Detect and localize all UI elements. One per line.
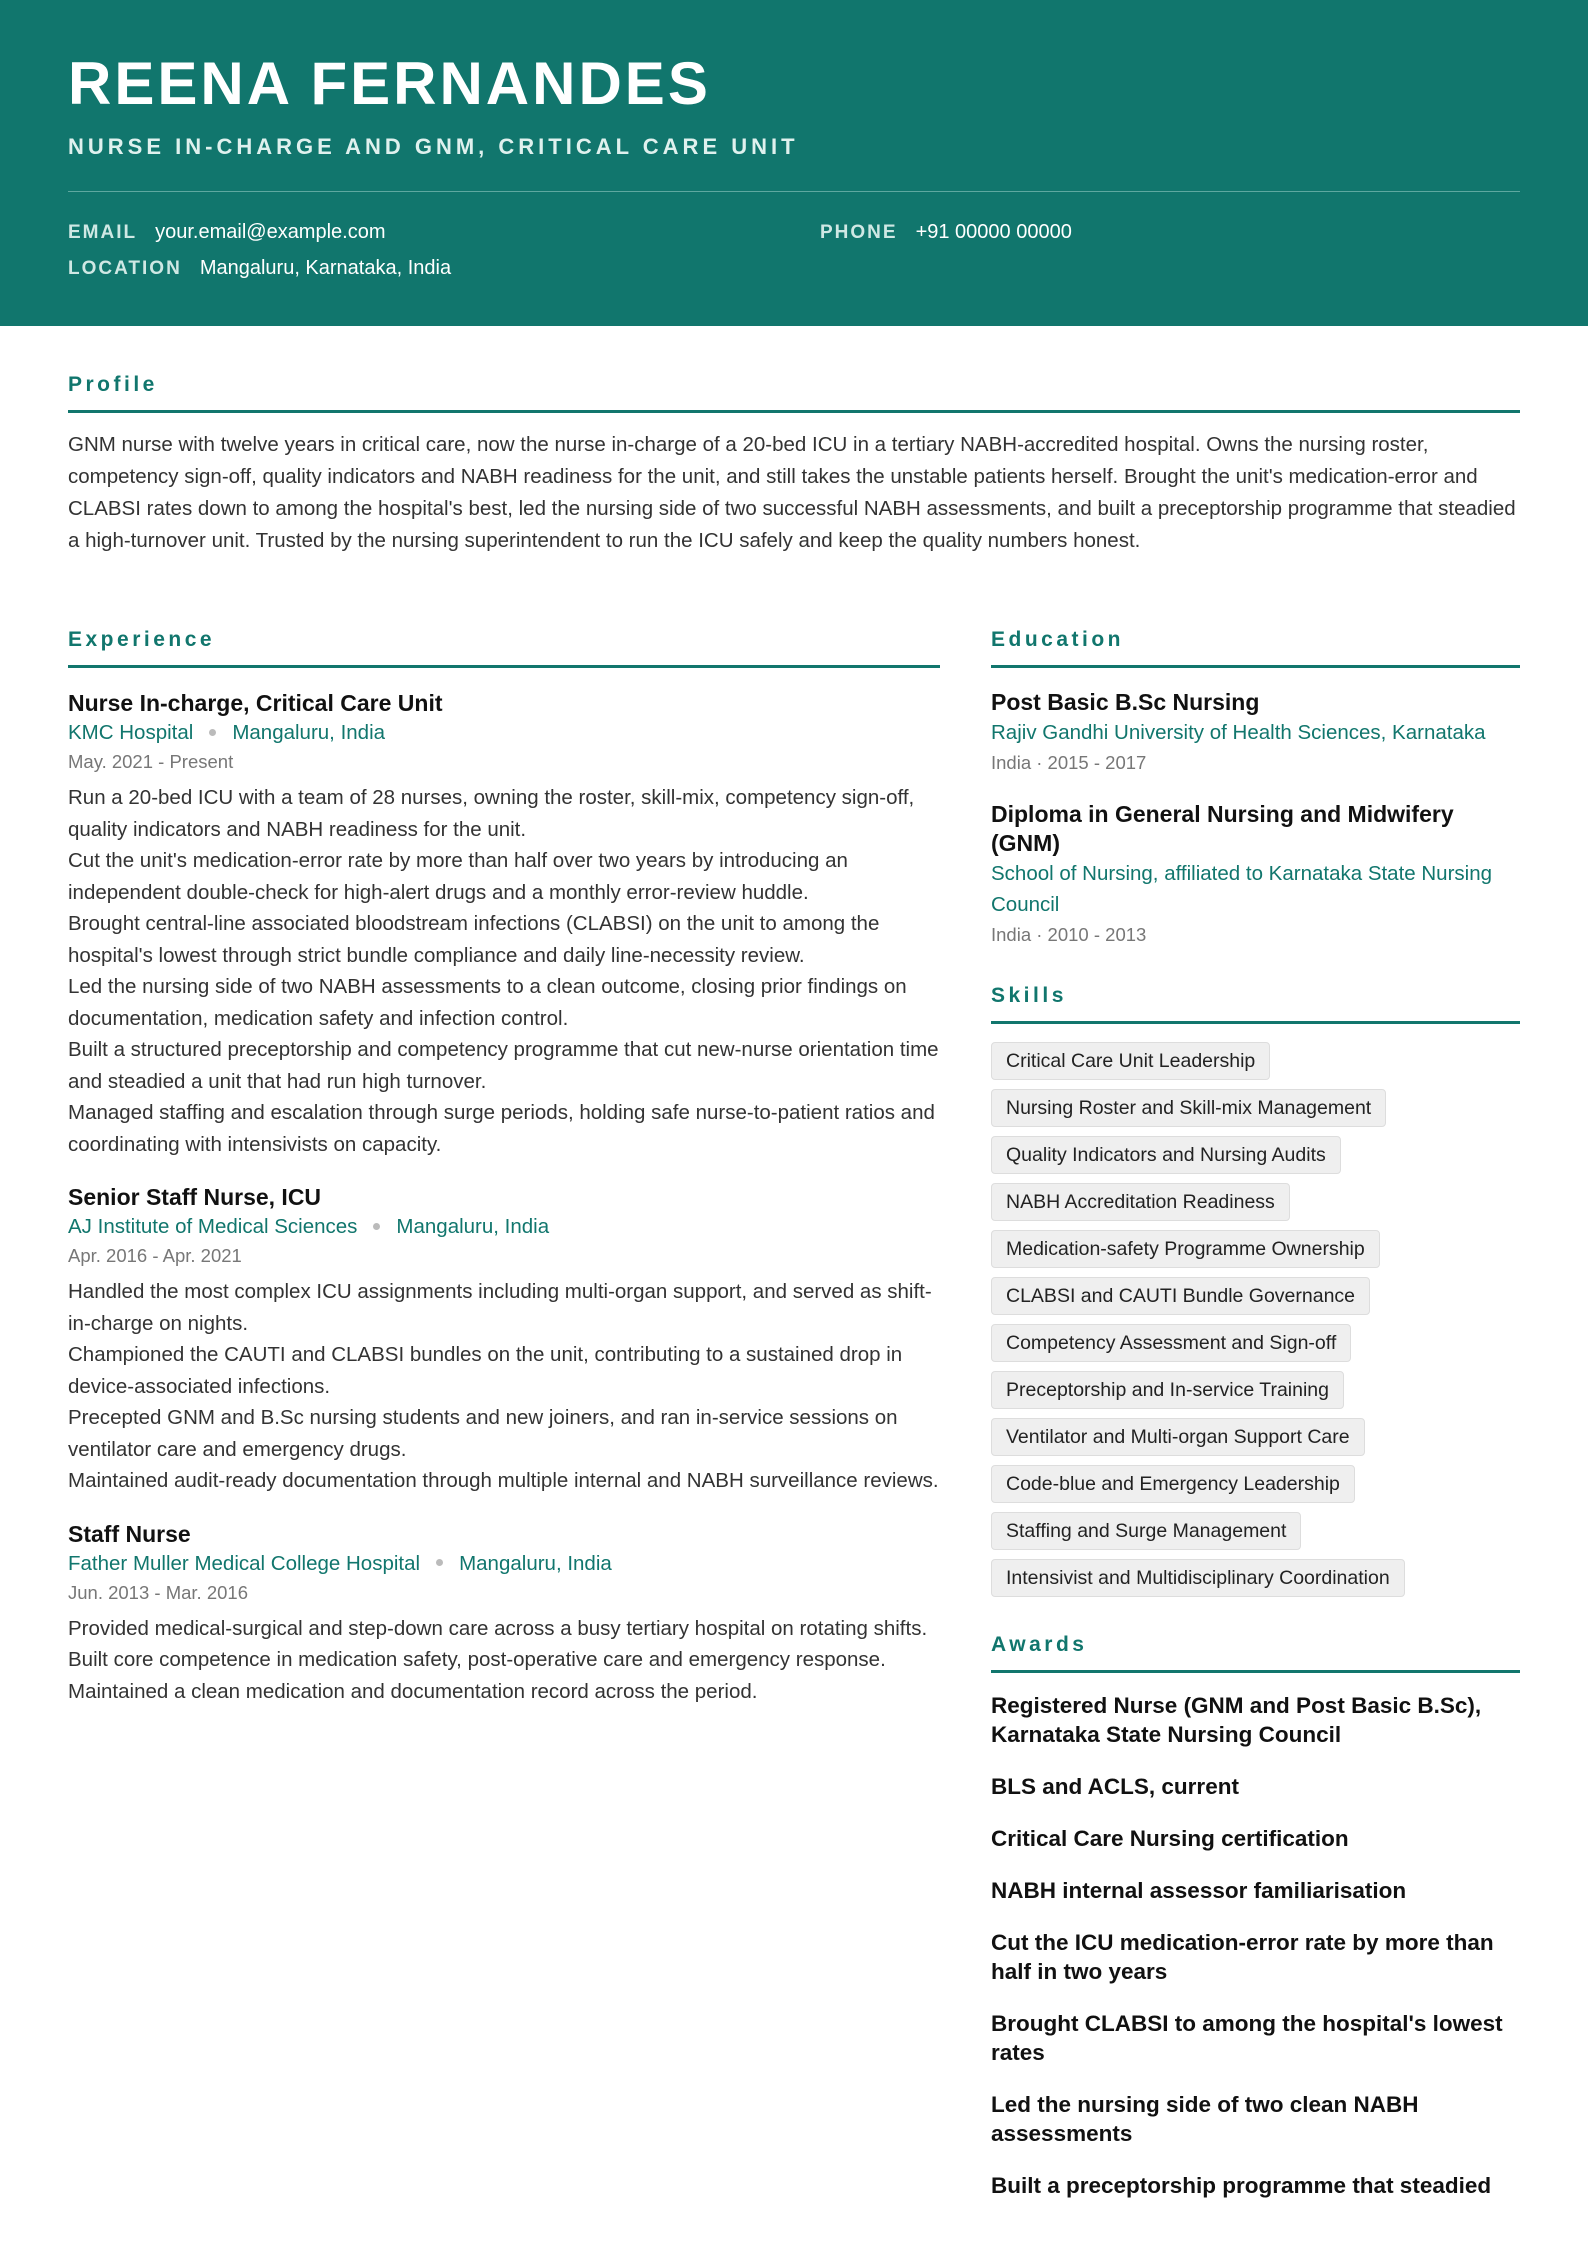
- skill-list: [991, 1042, 1520, 1597]
- profile-heading: Profile: [68, 373, 1520, 413]
- sidebar-column: [991, 628, 1520, 2223]
- candidate-role: NURSE IN-CHARGE AND GNM, CRITICAL CARE UNIT: [68, 134, 799, 159]
- contact-phone-label: PHONE: [820, 222, 898, 243]
- job-bullet: Built a structured preceptorship and competency programme that cut new-nurse orientation time and steadied a unit that had run high turnover.: [68, 1038, 939, 1093]
- job-bullet: Championed the CAUTI and CLABSI bundles on the unit, contributing to a sustained drop in device-associated infections.: [68, 1343, 903, 1398]
- job-employer: Father Muller Medical College Hospital: [68, 1551, 421, 1575]
- skill-chip: Critical Care Unit Leadership: [991, 1042, 1270, 1080]
- award-item: Critical Care Nursing certification: [991, 1826, 1349, 1851]
- award-item: NABH internal assessor familiarisation: [991, 1878, 1407, 1903]
- skill-chip: Code-blue and Emergency Leadership: [991, 1465, 1355, 1503]
- skill-chip: CLABSI and CAUTI Bundle Governance: [991, 1277, 1370, 1315]
- education-meta: India · 2015 - 2017: [991, 752, 1147, 773]
- award-list: [991, 1691, 1520, 2200]
- job-bullet: Provided medical-surgical and step-down care across a busy tertiary hospital on rotating shifts.: [68, 1616, 928, 1640]
- award-item: Cut the ICU medication-error rate by more than half in two years: [991, 1930, 1494, 1984]
- experience-heading: Experience: [68, 628, 940, 668]
- job-bullet: Managed staffing and escalation through surge periods, holding safe nurse-to-patient ratios and coordinating with intensivists on capacity.: [68, 1101, 935, 1156]
- candidate-name: REENA FERNANDES: [68, 50, 711, 117]
- job-location: Mangaluru, India: [396, 1215, 550, 1238]
- job-entry: [68, 1519, 940, 1708]
- education-entry: [991, 800, 1520, 950]
- job-entry: [68, 1182, 940, 1497]
- contact-email-label: EMAIL: [68, 222, 138, 243]
- job-dates: Jun. 2013 - Mar. 2016: [68, 1581, 248, 1603]
- skill-chip: Quality Indicators and Nursing Audits: [991, 1136, 1341, 1174]
- skill-chip: Medication-safety Programme Ownership: [991, 1230, 1380, 1268]
- separator-dot: [436, 1559, 443, 1566]
- job-bullet: Built core competence in medication safety, post-operative care and emergency response.: [68, 1648, 886, 1671]
- job-employer: AJ Institute of Medical Sciences: [68, 1215, 358, 1238]
- education-meta: India · 2010 - 2013: [991, 924, 1147, 945]
- profile-summary: GNM nurse with twelve years in critical care, now the nurse in-charge of a 20-bed ICU in a tertiary NABH-accredited hospital. Owns the nursing roster, competency sign-off, quality indicators and NABH readiness for the unit, and still takes the unstable patients herself. Brought the unit's medication-error and CLABSI rates down to among the hospital's best, led the nursing side of two successful NABH assessments, and built a preceptorship programme that steadied a high-turnover unit. Trusted by the nursing superintendent to run the ICU safely and keep the quality numbers honest.: [68, 433, 1516, 552]
- skill-chip: Staffing and Surge Management: [991, 1512, 1301, 1550]
- education-degree: Post Basic B.Sc Nursing: [991, 689, 1260, 715]
- job-location: Mangaluru, India: [232, 721, 386, 744]
- skill-chip: Ventilator and Multi-organ Support Care: [991, 1418, 1365, 1456]
- job-bullet: Precepted GNM and B.Sc nursing students and new joiners, and ran in-service sessions on ventilator care and emergency drugs.: [68, 1406, 898, 1461]
- education-entry: [991, 688, 1520, 778]
- skill-chip: Competency Assessment and Sign-off: [991, 1324, 1351, 1362]
- award-item: Built a preceptorship programme that steadied: [991, 2173, 1492, 2198]
- job-bullet: Handled the most complex ICU assignments including multi-organ support, and served as shift-in-charge on nights.: [68, 1280, 932, 1335]
- skills-heading: Skills: [991, 984, 1520, 1024]
- contact-location-label: LOCATION: [68, 258, 182, 279]
- job-meta: [68, 718, 940, 748]
- award-item: Brought CLABSI to among the hospital's lowest rates: [991, 2011, 1503, 2065]
- contact-phone: [820, 220, 1072, 245]
- education-school: Rajiv Gandhi University of Health Sciences, Karnataka: [991, 721, 1486, 744]
- separator-dot: [209, 729, 216, 736]
- skill-chip: Preceptorship and In-service Training: [991, 1371, 1344, 1409]
- job-dates: May. 2021 - Present: [68, 751, 234, 772]
- contact-email: [68, 220, 386, 245]
- skill-chip: NABH Accreditation Readiness: [991, 1183, 1290, 1221]
- job-bullet: Cut the unit's medication-error rate by more than half over two years by introducing an independent double-check for high-alert drugs and a monthly error-review huddle.: [68, 849, 848, 904]
- education-school: School of Nursing, affiliated to Karnataka State Nursing Council: [991, 862, 1493, 916]
- contact-location-value: Mangaluru, Karnataka, India: [199, 257, 452, 279]
- skill-chip: Intensivist and Multidisciplinary Coordination: [991, 1559, 1405, 1597]
- job-bullet: Maintained a clean medication and documentation record across the period.: [68, 1679, 758, 1703]
- skills-section: [991, 984, 1520, 1597]
- experience-section: [68, 628, 940, 1707]
- job-bullet: Brought central-line associated bloodstream infections (CLABSI) on the unit to among the hospital's lowest through strict bundle compliance and daily line-necessity review.: [68, 912, 880, 967]
- job-title: Senior Staff Nurse, ICU: [68, 1184, 322, 1210]
- job-title: Staff Nurse: [68, 1520, 191, 1547]
- job-title: Nurse In-charge, Critical Care Unit: [68, 690, 443, 716]
- job-dates: Apr. 2016 - Apr. 2021: [68, 1245, 242, 1266]
- education-degree: Diploma in General Nursing and Midwifery (GNM): [991, 801, 1454, 856]
- contact-location: [68, 256, 451, 281]
- resume-header: [0, 0, 1588, 326]
- awards-section: [991, 1633, 1520, 2200]
- job-bullet: Run a 20-bed ICU with a team of 28 nurses, owning the roster, skill-mix, competency sign-off, quality indicators and NABH readiness for the unit.: [68, 786, 915, 841]
- header-divider: [68, 191, 1520, 192]
- job-entry: [68, 688, 940, 1160]
- award-item: Registered Nurse (GNM and Post Basic B.Sc), Karnataka State Nursing Council: [991, 1693, 1482, 1747]
- awards-heading: Awards: [991, 1633, 1520, 1673]
- job-meta: [68, 1212, 940, 1242]
- award-item: BLS and ACLS, current: [991, 1774, 1239, 1799]
- job-meta: [68, 1549, 940, 1579]
- award-item: Led the nursing side of two clean NABH assessments: [991, 2092, 1419, 2146]
- skill-chip: Nursing Roster and Skill-mix Management: [991, 1089, 1386, 1127]
- education-heading: Education: [991, 628, 1520, 668]
- contact-email-value: your.email@example.com: [155, 221, 386, 243]
- job-employer: KMC Hospital: [68, 721, 194, 744]
- job-location: Mangaluru, India: [459, 1551, 612, 1575]
- separator-dot: [373, 1223, 380, 1230]
- job-bullet: Led the nursing side of two NABH assessments to a clean outcome, closing prior findings on documentation, medication safety and infection control.: [68, 975, 907, 1030]
- job-bullet: Maintained audit-ready documentation through multiple internal and NABH surveillance reviews.: [68, 1469, 939, 1492]
- contact-phone-value: +91 00000 00000: [915, 221, 1072, 243]
- profile-section: [68, 373, 1520, 557]
